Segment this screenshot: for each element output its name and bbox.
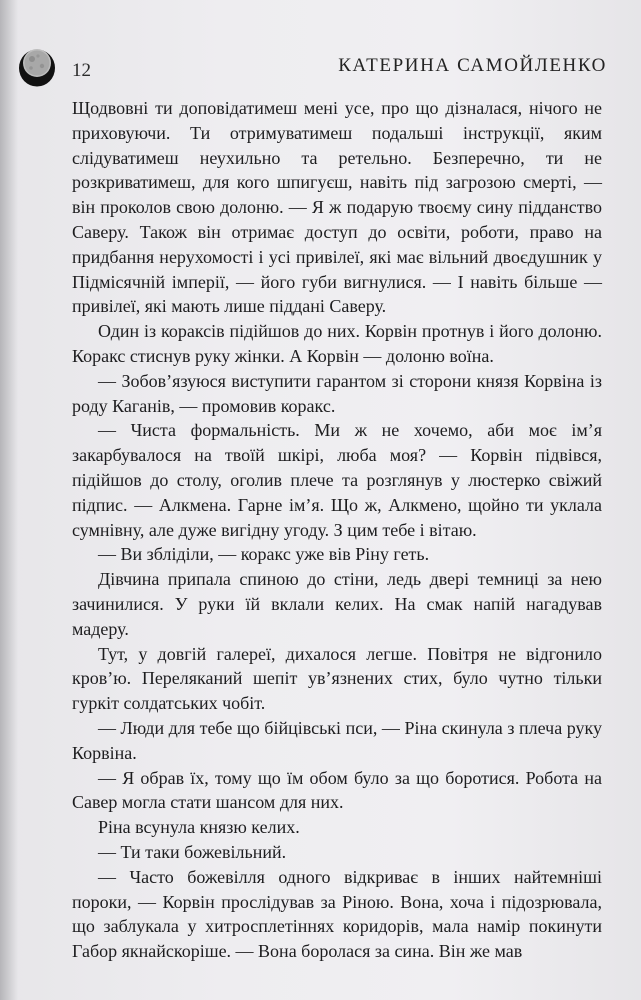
moon-disc-icon: [17, 44, 57, 88]
paragraph: — Часто божевілля одного відкриває в інших найтемніші пороки, — Корвін прослідував за Ріною. Вона, хоча і підозрювала, що заблукала у хитросплетіннях коридорів, мала намір покинути Габор якнайскоріше. — Вона боролася за сина. Він же мав: [72, 866, 602, 962]
paragraph: Ріна всунула князю келих.: [98, 817, 300, 838]
page-number: 12: [72, 60, 91, 81]
paragraph: Один із кораксів підійшов до них. Корвін протнув і його долоню. Коракс стиснув руку жінки. А Корвін — долоню воїна.: [72, 321, 602, 366]
paragraph: — Чиста формальність. Ми ж не хочемо, аби моє ім’я закарбувалося на твоїй шкірі, люба моя? — Корвін підвівся, підійшов до столу, оголив плече та розглянув у люстерко свіжий підпис. — Алкмена. Гарне ім’я. Що ж, Алкмено, щойно ти уклала сумнівну, але дуже вигідну угоду. З цим тебе і вітаю.: [72, 420, 602, 540]
running-head-author: КАТЕРИНА САМОЙЛЕНКО: [338, 55, 607, 76]
paragraph: Тут, у довгій галереї, дихалося легше. Повітря не відгонило кров’ю. Переляканий шепіт ув’язнених стих, було чутно тільки гуркіт солдатських чобіт.: [72, 643, 602, 714]
paragraph: — Я обрав їх, тому що їм обом було за що боротися. Робота на Савер могла стати шансом для них.: [72, 767, 602, 813]
paragraph: — Зобов’язуюся виступити гарантом зі сторони князя Корвіна із роду Каганів, — промовив коракс.: [72, 370, 602, 416]
paragraph: — Ти таки божевільний.: [98, 841, 287, 862]
paragraph: Щодвовні ти доповідатимеш мені усе, про що дізналася, нічого не приховуючи. Ти отримуватимеш подальші інструкції, яким слідуватимеш неухильно та ретельно. Безперечно, ти не розкриватимеш, для кого шпигуєш, навіть під загрозою смерті, — він проколов свою долоню. — Я ж подарую твоєму сину підданство Саверу. Також він отримає доступ до освіти, роботи, право на придбання нерухомості і усі привілеї, які має вільний двоєдушник у Підмісячній імперії, — його губи вигнулися. — І навіть більше — привілеї, які мають лише піддані Саверу.: [72, 98, 602, 317]
paragraph: — Люди для тебе що бійцівські пси, — Ріна скинула з плеча руку Корвіна.: [72, 717, 602, 763]
page-header: [0, 0, 641, 110]
body-text: [72, 96, 602, 964]
paragraph: Дівчина припала спиною до стіни, ледь двері темниці за нею зачинилися. У руки їй вклали келих. На смак напій нагадував мадеру.: [72, 569, 602, 639]
page-edge-shadow: [0, 0, 18, 1000]
paragraph: — Ви збліділи, — коракс уже вів Ріну геть.: [98, 544, 430, 565]
